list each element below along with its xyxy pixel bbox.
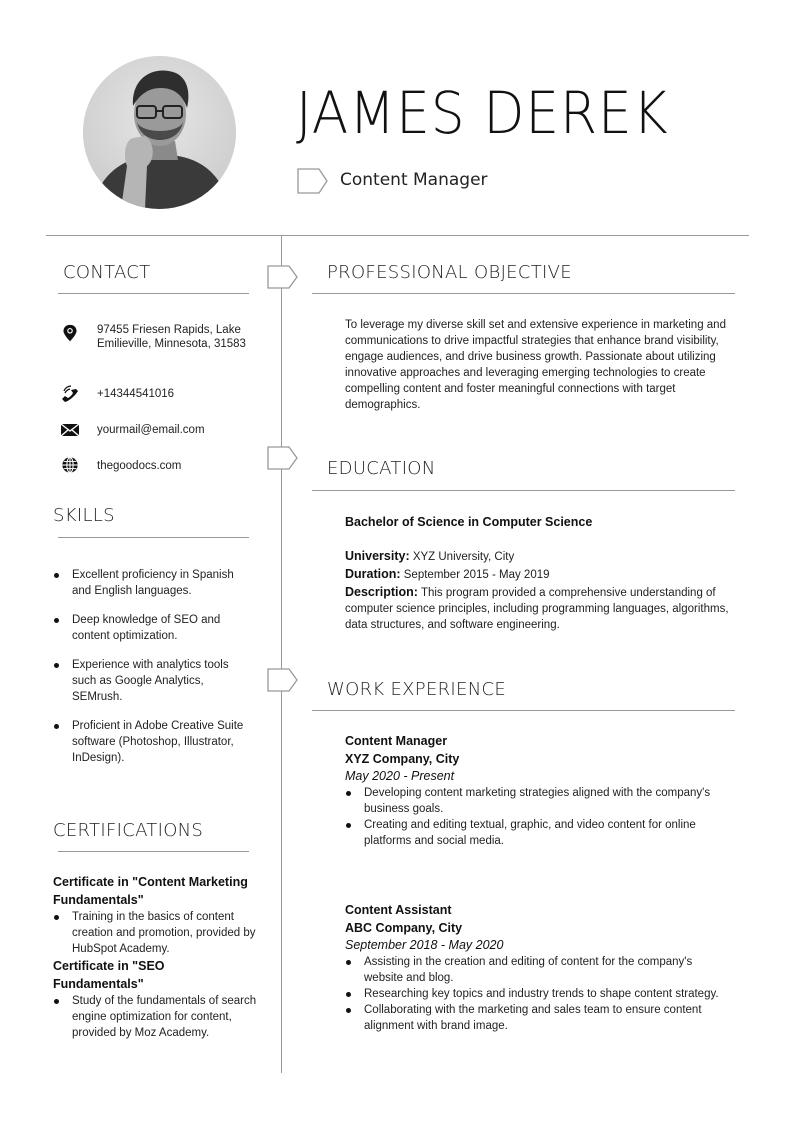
duration-value: September 2015 - May 2019 (403, 569, 550, 581)
job-company: XYZ Company, City (345, 751, 460, 766)
education-rule (312, 490, 735, 491)
contact-rule (58, 293, 249, 294)
job-bullet: Developing content marketing strategies aligned with the company's business goals. (345, 785, 715, 817)
portrait-image (83, 56, 236, 209)
certification-detail: Study of the fundamentals of search engine optimization for content, provided by Moz Academy. (53, 993, 258, 1041)
skill-item: Excellent proficiency in Spanish and English languages. (53, 567, 253, 599)
phone-icon (60, 385, 80, 403)
job-bullet: Collaborating with the marketing and sales team to ensure content alignment with brand image. (345, 1002, 720, 1034)
globe-icon (60, 456, 80, 474)
job-period: September 2018 - May 2020 (345, 938, 504, 952)
job-entry (345, 733, 715, 849)
duration-label: Duration: (345, 567, 401, 581)
skill-item: Deep knowledge of SEO and content optimization. (53, 612, 253, 644)
header-divider (46, 235, 749, 236)
skill-item: Proficient in Adobe Creative Suite software (Photoshop, Illustrator, InDesign). (53, 718, 253, 766)
profile-photo (83, 56, 236, 209)
certification-title: Certificate in "Content Marketing Fundamentals" (53, 875, 248, 907)
work-heading: WORK EXPERIENCE (327, 679, 507, 700)
job-entry (345, 902, 720, 1034)
skills-list (53, 567, 253, 779)
skill-item: Experience with analytics tools such as Google Analytics, SEMrush. (53, 657, 253, 705)
contact-email[interactable]: yourmail@email.com (97, 424, 205, 436)
timeline-marker-icon (267, 446, 298, 470)
tag-marker-icon (297, 168, 329, 194)
job-company: ABC Company, City (345, 920, 463, 935)
university-line (345, 548, 735, 565)
job-period: May 2020 - Present (345, 769, 455, 783)
job-bullet: Researching key topics and industry trends to shape content strategy. (345, 986, 720, 1002)
job-bullet: Creating and editing textual, graphic, and video content for online platforms and social media. (345, 817, 715, 849)
degree-title: Bachelor of Science in Computer Science (345, 515, 593, 529)
description-line (345, 584, 735, 633)
education-entry (345, 513, 735, 633)
certifications-list (53, 873, 258, 1041)
skills-rule (58, 537, 249, 538)
location-pin-icon (60, 324, 80, 342)
contact-heading: CONTACT (63, 262, 151, 283)
certifications-rule (58, 851, 249, 852)
objective-rule (312, 293, 735, 294)
certification-detail: Training in the basics of content creation and promotion, provided by HubSpot Academy. (53, 909, 258, 957)
description-value: This program provided a comprehensive understanding of computer science principles, including programming languages, algorithms, data structures, and software engineering. (345, 587, 729, 631)
skills-heading: SKILLS (53, 505, 115, 526)
job-role: Content Manager (345, 734, 448, 748)
objective-text: To leverage my diverse skill set and extensive experience in marketing and communications to drive impactful strategies that enhance brand visibility, engage audiences, and drive business growth. Passionate about utilizing innovative approaches and leveraging emerging technologies to create compelling content and foster meaningful connections with target demographics. (345, 319, 726, 411)
university-label: University: (345, 549, 410, 563)
job-role: Content Assistant (345, 903, 452, 917)
envelope-icon (60, 421, 80, 439)
objective-heading: PROFESSIONAL OBJECTIVE (327, 262, 572, 283)
certifications-heading: CERTIFICATIONS (53, 820, 204, 841)
job-bullet: Assisting in the creation and editing of content for the company's website and blog. (345, 954, 720, 986)
education-heading: EDUCATION (327, 458, 436, 479)
certification-title: Certificate in "SEO Fundamentals" (53, 959, 165, 991)
work-rule (312, 710, 735, 711)
contact-phone[interactable]: +14344541016 (97, 388, 175, 400)
contact-website[interactable]: thegoodocs.com (97, 460, 182, 472)
university-value: XYZ University, City (412, 551, 515, 563)
timeline-marker-icon (267, 265, 298, 289)
timeline-line (281, 235, 282, 1073)
duration-line (345, 566, 735, 583)
job-title: Content Manager (340, 170, 488, 190)
description-label: Description: (345, 585, 418, 599)
timeline-marker-icon (267, 668, 298, 692)
candidate-name: JAMES DEREK (296, 79, 669, 147)
contact-address: 97455 Friesen Rapids, Lake Emilieville, Minnesota, 31583 (97, 324, 246, 350)
